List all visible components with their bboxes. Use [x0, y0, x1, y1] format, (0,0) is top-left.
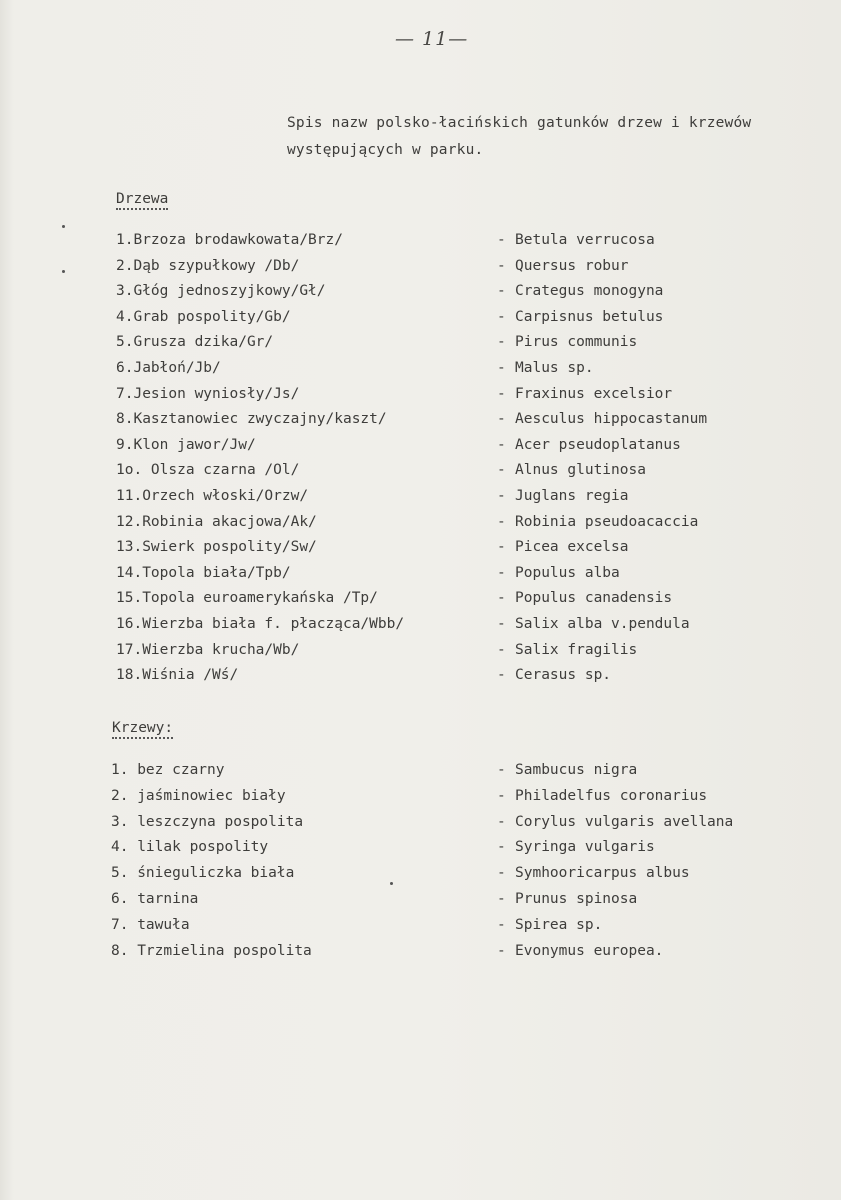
latin-name: Symhooricarpus albus: [515, 865, 690, 882]
polish-name: 6.Jabłoń/Jb/: [116, 360, 221, 376]
latin-name-cell: [497, 330, 637, 354]
latin-name-cell: [497, 612, 690, 636]
polish-name: 11.Orzech włoski/Orzw/: [116, 488, 309, 504]
heading-underline: [116, 208, 168, 210]
list-item: [0, 535, 841, 559]
list-item: [0, 561, 841, 585]
dash-separator: -: [497, 916, 506, 933]
latin-name-cell: [497, 407, 707, 431]
latin-name: Alnus glutinosa: [515, 462, 646, 479]
polish-name: 16.Wierzba biała f. płacząca/Wbb/: [116, 616, 405, 632]
latin-name-cell: [497, 279, 663, 303]
list-item: [0, 356, 841, 380]
document-title: [287, 110, 827, 164]
dash-separator: -: [497, 762, 506, 778]
list-item: [0, 612, 841, 636]
latin-name-cell: [497, 433, 681, 457]
latin-name-cell: [497, 458, 646, 482]
shrubs-heading: [112, 720, 173, 739]
margin-mark: [62, 270, 65, 273]
latin-name-cell: [497, 356, 594, 380]
margin-mark: [62, 225, 65, 228]
latin-name: Spirea sp.: [515, 916, 603, 933]
latin-name-cell: [497, 638, 637, 662]
list-item: [0, 228, 841, 252]
dash-separator: -: [497, 232, 506, 248]
dash-separator: -: [497, 257, 506, 274]
latin-name: Carpisnus betulus: [515, 308, 664, 325]
list-item: [0, 279, 841, 303]
latin-name: Juglans regia: [515, 488, 629, 504]
polish-name: 12.Robinia akacjowa/Ak/: [116, 513, 317, 530]
list-item: [0, 939, 841, 963]
latin-name-cell: [497, 586, 672, 610]
latin-name: Cerasus sp.: [515, 667, 612, 684]
latin-name: Betula verrucosa: [515, 232, 655, 248]
latin-name: Populus alba: [515, 564, 620, 581]
list-item: [0, 810, 841, 834]
latin-name-cell: [497, 939, 663, 963]
polish-name: 6. tarnina: [111, 891, 199, 907]
polish-name: 8.Kasztanowiec zwyczajny/kaszt/: [116, 411, 387, 428]
list-item: [0, 433, 841, 457]
dash-separator: -: [497, 564, 506, 581]
list-item: [0, 638, 841, 662]
shrubs-heading-label: Krzewy:: [112, 720, 174, 736]
latin-name: Pirus communis: [515, 334, 638, 351]
trees-heading-label: Drzewa: [116, 191, 169, 207]
latin-name-cell: [497, 663, 611, 687]
polish-name: 1o. Olsza czarna /Ol/: [116, 462, 300, 479]
latin-name-cell: [497, 305, 663, 329]
latin-name: Fraxinus excelsior: [515, 385, 673, 402]
list-item: [0, 458, 841, 482]
polish-name: 4.Grab pospolity/Gb/: [116, 308, 291, 325]
latin-name: Evonymus europea.: [515, 942, 664, 959]
latin-name: Quersus robur: [515, 257, 629, 274]
dash-separator: -: [497, 488, 506, 504]
polish-name: 2. jaśminowiec biały: [111, 787, 286, 804]
list-item: [0, 330, 841, 354]
heading-underline: [112, 737, 173, 739]
dash-separator: -: [497, 539, 506, 556]
polish-name: 3. leszczyna pospolita: [111, 813, 304, 830]
polish-name: 2.Dąb szypułkowy /Db/: [116, 257, 300, 274]
polish-name: 8. Trzmielina pospolita: [111, 942, 312, 959]
dash-separator: -: [497, 436, 506, 453]
dash-separator: -: [497, 360, 506, 376]
polish-name: 7. tawuła: [111, 916, 190, 933]
latin-name-cell: [497, 510, 698, 534]
latin-name-cell: [497, 535, 629, 559]
latin-name-cell: [497, 810, 733, 834]
list-item: [0, 510, 841, 534]
polish-name: 5. śnieguliczka biała: [111, 865, 295, 882]
polish-name: 17.Wierzba krucha/Wb/: [116, 641, 300, 658]
title-line-1: Spis nazw polsko-łacińskich gatunków drzew i krzewów: [287, 115, 752, 131]
list-item: [0, 784, 841, 808]
polish-name: 18.Wiśnia /Wś/: [116, 667, 239, 684]
latin-name: Crategus monogyna: [515, 283, 664, 300]
dash-separator: -: [497, 641, 506, 658]
latin-name: Aesculus hippocastanum: [515, 411, 708, 428]
latin-name: Picea excelsa: [515, 539, 629, 556]
list-item: [0, 835, 841, 859]
latin-name: Malus sp.: [515, 360, 594, 376]
list-item: [0, 663, 841, 687]
dash-separator: -: [497, 891, 506, 907]
dash-separator: -: [497, 667, 506, 684]
latin-name-cell: [497, 758, 637, 782]
polish-name: 4. lilak pospolity: [111, 839, 269, 856]
latin-name-cell: [497, 861, 690, 885]
dash-separator: -: [497, 513, 506, 530]
list-item: [0, 913, 841, 937]
polish-name: 3.Głóg jednoszyjkowy/Gł/: [116, 283, 326, 300]
dash-separator: -: [497, 787, 506, 804]
dash-separator: -: [497, 334, 506, 351]
latin-name-cell: [497, 561, 620, 585]
polish-name: 1. bez czarny: [111, 762, 225, 778]
polish-name: 7.Jesion wyniosły/Js/: [116, 385, 300, 402]
dash-separator: -: [497, 942, 506, 959]
latin-name: Salix fragilis: [515, 641, 638, 658]
dash-separator: -: [497, 616, 506, 632]
dash-separator: -: [497, 385, 506, 402]
list-item: [0, 484, 841, 508]
list-item: [0, 382, 841, 406]
latin-name-cell: [497, 887, 637, 911]
polish-name: 5.Grusza dzika/Gr/: [116, 334, 274, 351]
dash-separator: -: [497, 813, 506, 830]
latin-name: Corylus vulgaris avellana: [515, 813, 734, 830]
dash-separator: -: [497, 590, 506, 607]
latin-name-cell: [497, 913, 602, 937]
polish-name: 13.Swierk pospolity/Sw/: [116, 539, 317, 556]
list-item: [0, 407, 841, 431]
dash-separator: -: [497, 283, 506, 300]
latin-name-cell: [497, 484, 629, 508]
latin-name: Robinia pseudoacaccia: [515, 513, 699, 530]
polish-name: 9.Klon jawor/Jw/: [116, 436, 256, 453]
list-item: [0, 305, 841, 329]
dash-separator: -: [497, 411, 506, 428]
latin-name-cell: [497, 784, 707, 808]
latin-name: Acer pseudoplatanus: [515, 436, 681, 453]
title-line-2: występujących w parku.: [287, 142, 484, 158]
latin-name: Syringa vulgaris: [515, 839, 655, 856]
margin-mark: [390, 882, 393, 885]
dash-separator: -: [497, 839, 506, 856]
latin-name-cell: [497, 228, 655, 252]
latin-name: Salix alba v.pendula: [515, 616, 690, 632]
latin-name-cell: [497, 835, 655, 859]
dash-separator: -: [497, 462, 506, 479]
list-item: [0, 887, 841, 911]
latin-name: Sambucus nigra: [515, 762, 638, 778]
polish-name: 1.Brzoza brodawkowata/Brz/: [116, 232, 343, 248]
latin-name-cell: [497, 254, 629, 278]
list-item: [0, 586, 841, 610]
latin-name: Philadelfus coronarius: [515, 787, 708, 804]
latin-name: Prunus spinosa: [515, 891, 638, 907]
dash-separator: -: [497, 865, 506, 882]
list-item: [0, 254, 841, 278]
dash-separator: -: [497, 308, 506, 325]
latin-name-cell: [497, 382, 672, 406]
polish-name: 14.Topola biała/Tpb/: [116, 564, 291, 581]
trees-heading: [116, 191, 168, 210]
list-item: [0, 861, 841, 885]
latin-name: Populus canadensis: [515, 590, 673, 607]
polish-name: 15.Topola euroamerykańska /Tp/: [116, 590, 378, 607]
page-number: — 11—: [395, 28, 469, 50]
list-item: [0, 758, 841, 782]
